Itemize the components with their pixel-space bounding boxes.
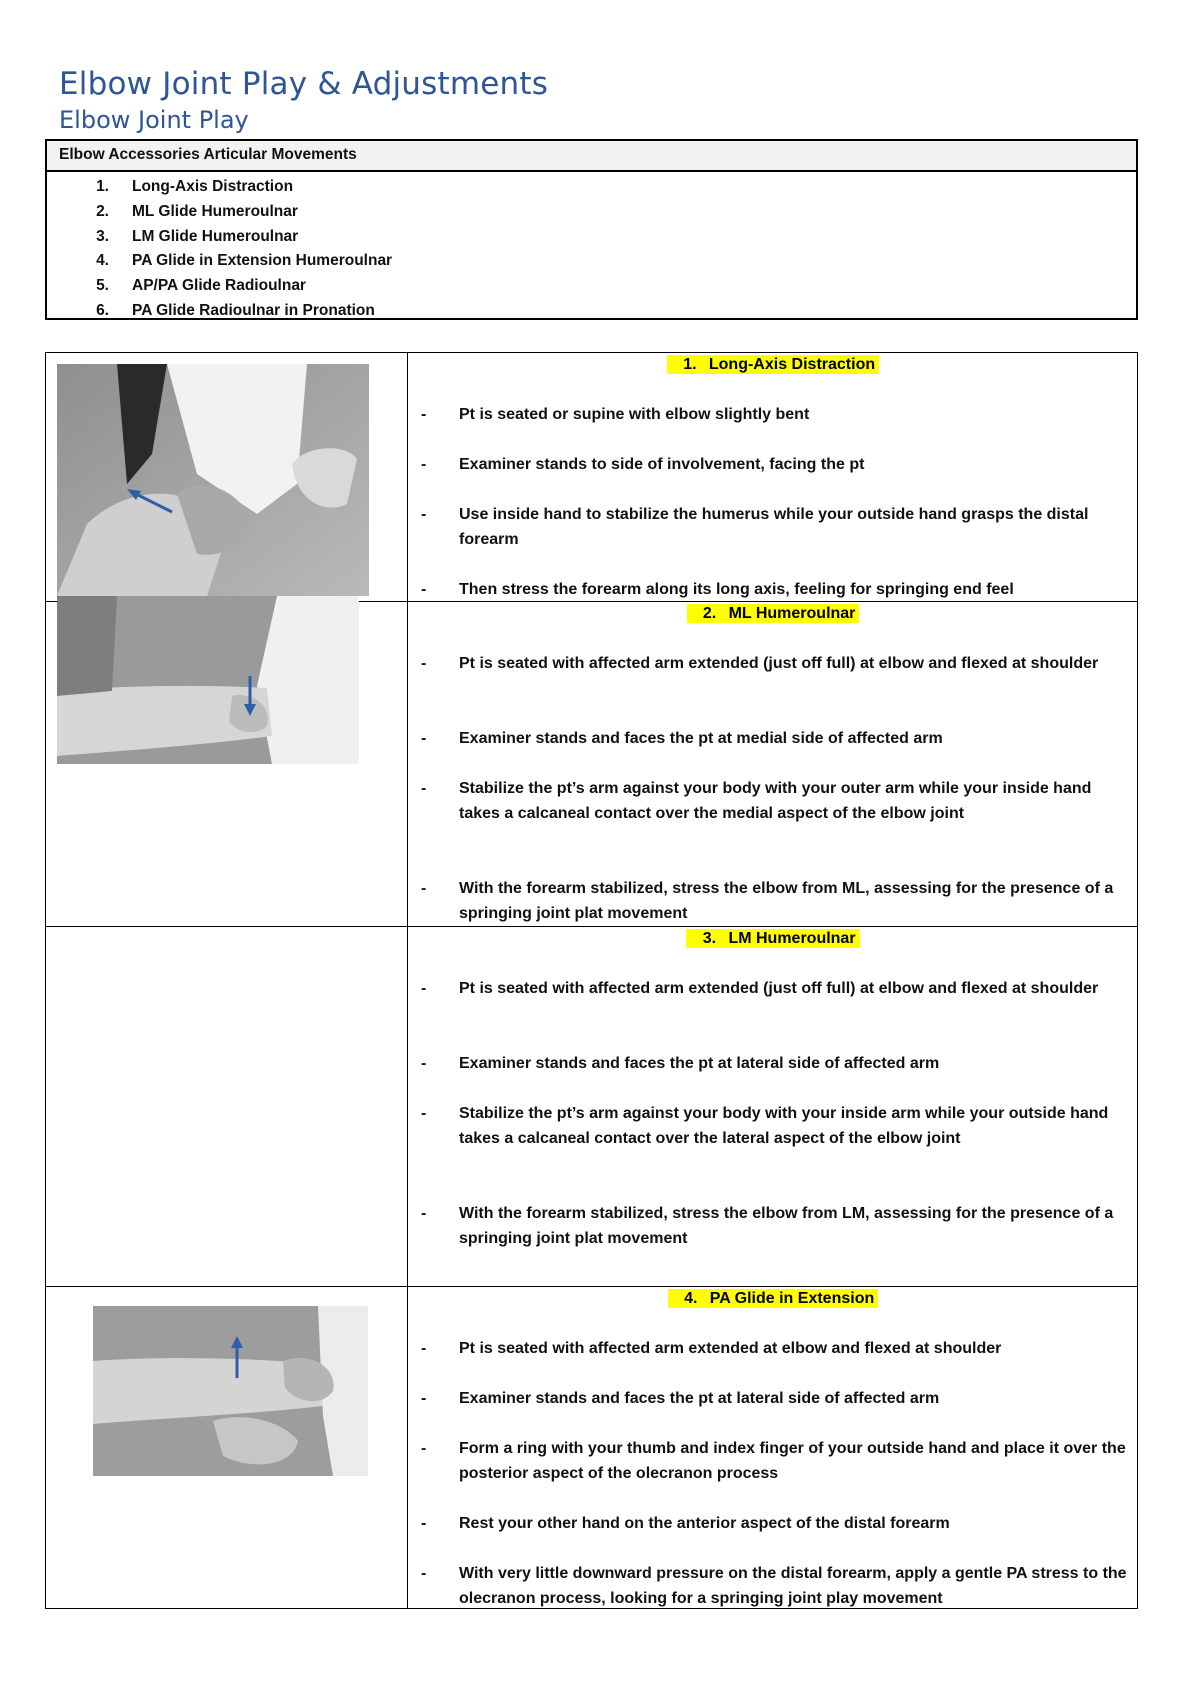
technique-step: - Pt is seated with affected arm extended (just off full) at elbow and flexed at shoulder <box>421 655 1099 672</box>
technique-step: - Pt is seated with affected arm extended (just off full) at elbow and flexed at shoulder <box>421 980 1099 997</box>
technique-heading: 4. PA Glide in Extension <box>409 1290 1137 1314</box>
techniques-table <box>45 352 1138 1609</box>
technique-heading: 2. ML Humeroulnar <box>409 605 1137 629</box>
technique-step: - Rest your other hand on the anterior aspect of the distal forearm <box>421 1515 950 1532</box>
page-title: Elbow Joint Play & Adjustments <box>59 66 549 102</box>
technique-step: - With the forearm stabilized, stress the elbow from ML, assessing for the presence of a springing joint plat movement <box>421 880 1114 922</box>
technique-step: - With the forearm stabilized, stress the elbow from LM, assessing for the presence of a springing joint plat movement <box>421 1205 1114 1247</box>
list-item: 6. PA Glide Radioulnar in Pronation <box>96 301 375 319</box>
long-axis-distraction-photo <box>57 364 369 596</box>
technique-step: - Stabilize the pt’s arm against your body with your outer arm while your inside hand takes a calcaneal contact over the medial aspect of the elbow joint <box>421 780 1092 822</box>
list-item: 5. AP/PA Glide Radioulnar <box>96 277 306 295</box>
technique-step: - Pt is seated with affected arm extended at elbow and flexed at shoulder <box>421 1340 1002 1357</box>
technique-step: - Examiner stands and faces the pt at lateral side of affected arm <box>421 1055 940 1072</box>
technique-step: - Examiner stands and faces the pt at lateral side of affected arm <box>421 1390 940 1407</box>
list-item: 1. Long-Axis Distraction <box>96 178 294 195</box>
technique-step: - Examiner stands and faces the pt at medial side of affected arm <box>421 730 943 747</box>
technique-step: - Form a ring with your thumb and index finger of your outside hand and place it over the posterior aspect of the olecranon process <box>421 1440 1126 1482</box>
summary-table-header: Elbow Accessories Articular Movements <box>47 141 1136 172</box>
technique-step: - Stabilize the pt’s arm against your body with your inside arm while your outside hand takes a calcaneal contact over the lateral aspect of the elbow joint <box>421 1105 1109 1147</box>
technique-row-lm-humeroulnar <box>45 926 1138 1287</box>
technique-heading: 3. LM Humeroulnar <box>409 930 1137 954</box>
technique-heading: 1. Long-Axis Distraction <box>409 356 1137 380</box>
pa-glide-in-extension-photo <box>93 1306 368 1476</box>
list-item: 4. PA Glide in Extension Humeroulnar <box>96 252 393 270</box>
technique-step: - Examiner stands to side of involvement, facing the pt <box>421 456 865 473</box>
technique-step: - With very little downward pressure on the distal forearm, apply a gentle PA stress to the olecranon process, looking for a springing joint play movement <box>421 1565 1127 1607</box>
technique-step: - Then stress the forearm along its long axis, feeling for springing end feel <box>421 581 1014 598</box>
ml-humeroulnar-photo <box>57 596 359 764</box>
movements-list <box>47 172 1136 324</box>
section-subtitle: Elbow Joint Play <box>59 106 249 134</box>
movements-summary-table <box>45 139 1138 320</box>
list-item: 3. LM Glide Humeroulnar <box>96 227 299 245</box>
technique-step: - Use inside hand to stabilize the humerus while your outside hand grasps the distal forearm <box>421 506 1089 548</box>
list-item: 2. ML Glide Humeroulnar <box>96 202 298 220</box>
technique-step: - Pt is seated or supine with elbow slightly bent <box>421 406 810 423</box>
